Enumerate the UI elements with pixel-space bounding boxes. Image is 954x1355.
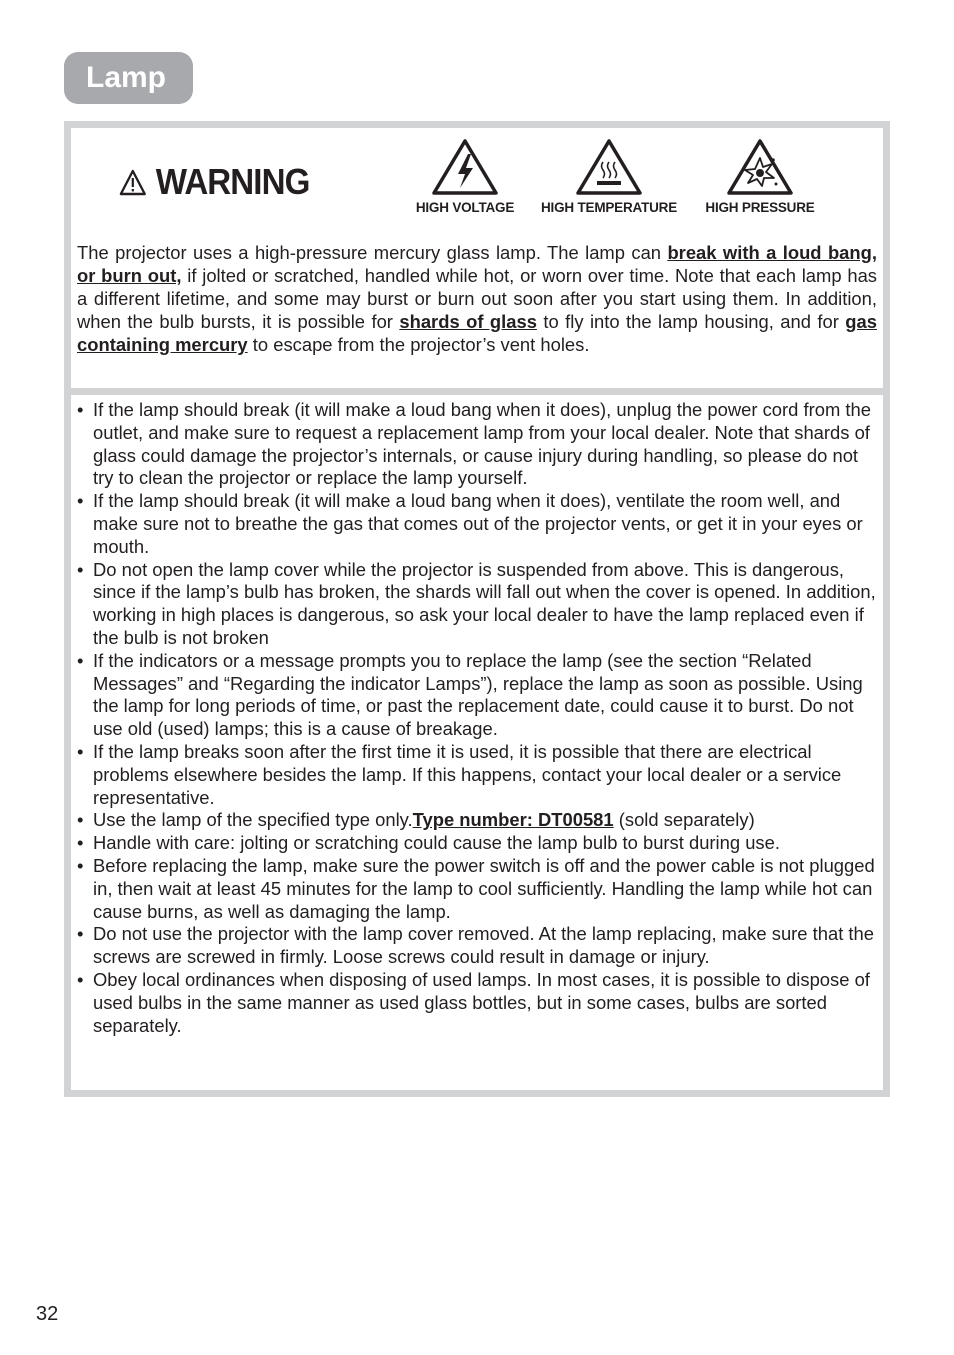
list-item-text: (sold separately): [613, 809, 755, 831]
high-pressure-icon: [726, 138, 794, 196]
list-item: • If the lamp should break (it will make a loud bang when it does), ventilate the room well, and make sure not to breathe the gas that comes out of the projector vents, or get it in your eyes or mouth.: [77, 490, 877, 558]
hazard-label: HIGH TEMPERATURE: [540, 200, 678, 215]
intro-text: The projector uses a high-pressure mercury glass lamp. The lamp can: [77, 242, 668, 263]
list-item: • If the indicators or a message prompts you to replace the lamp (see the section “Related Messages” and “Regarding the indicator Lamps”), replace the lamp as soon as possible. Using the lamp for long periods of time, or past the replacement date, could cause it to burst. Do not use old (used) lamps; this is a cause of breakage.: [77, 650, 877, 741]
page-number: 32: [36, 1303, 59, 1325]
hazard-label: HIGH VOLTAGE: [415, 200, 515, 215]
emphasis-text: gas containing mercury: [77, 311, 877, 355]
hazard-high-temperature: [534, 138, 684, 215]
type-number: Type number: DT00581: [412, 809, 614, 831]
intro-text: to escape from the projector’s vent holes.: [247, 334, 590, 355]
warning-list: [71, 395, 883, 1090]
section-title: Lamp: [64, 52, 193, 104]
list-item: • Do not open the lamp cover while the projector is suspended from above. This is dangerous, since if the lamp’s bulb has broken, the shards will fall out when the cover is opened. In addition, working in high places is dangerous, so ask your local dealer to have the lamp replaced even if the bulb is not broken: [77, 559, 877, 650]
intro-text: to fly into the lamp housing, and for: [536, 311, 846, 332]
list-item: • If the lamp breaks soon after the first time it is used, it is possible that there are electrical problems elsewhere besides the lamp. If this happens, contact your local dealer or a service representative.: [77, 741, 877, 809]
list-item: • Handle with care: jolting or scratching could cause the lamp bulb to burst during use.: [77, 832, 877, 855]
list-item: • Before replacing the lamp, make sure the power switch is off and the power cable is not plugged in, then wait at least 45 minutes for the lamp to cool sufficiently. Handling the lamp while hot can cause burns, as well as damaging the lamp.: [77, 855, 877, 923]
list-item: [77, 809, 877, 832]
list-item: • Do not use the projector with the lamp cover removed. At the lamp replacing, make sure that the screws are screwed in firmly. Loose screws could result in damage or injury.: [77, 923, 877, 969]
intro-text: if jolted or scratched, handled while hot, or worn over time. Note that each lamp has a different lifetime, and some may burst or burn out soon after you start using them. In addition, when the bulb bursts, it is possible for: [77, 265, 877, 332]
list-item: • Obey local ordinances when disposing of used lamps. In most cases, it is possible to dispose of used bulbs in the same manner as used glass bottles, but in some cases, bulbs are sorted separately.: [77, 969, 877, 1037]
emphasis-text: break with a loud bang, or burn out,: [77, 242, 877, 286]
warning-frame: [64, 121, 890, 1097]
intro-paragraph: [71, 236, 883, 388]
high-temperature-icon: [575, 138, 643, 196]
hazard-high-voltage: [410, 138, 520, 215]
warning-title: WARNING: [155, 161, 310, 202]
hazard-high-pressure: [698, 138, 822, 215]
emphasis-text: shards of glass: [399, 311, 537, 332]
hazard-label: HIGH PRESSURE: [705, 200, 815, 215]
warning-heading: [119, 161, 309, 203]
list-item: • If the lamp should break (it will make a loud bang when it does), unplug the power cord from the outlet, and make sure to request a replacement lamp from your local dealer. Note that shards of glass could damage the projector’s internals, or cause injury during handling, so please do not try to clean the projector or replace the lamp yourself.: [77, 399, 877, 490]
warning-triangle-icon: [119, 169, 147, 196]
high-voltage-icon: [431, 138, 499, 196]
list-item-text: Use the lamp of the specified type only.: [93, 809, 413, 831]
